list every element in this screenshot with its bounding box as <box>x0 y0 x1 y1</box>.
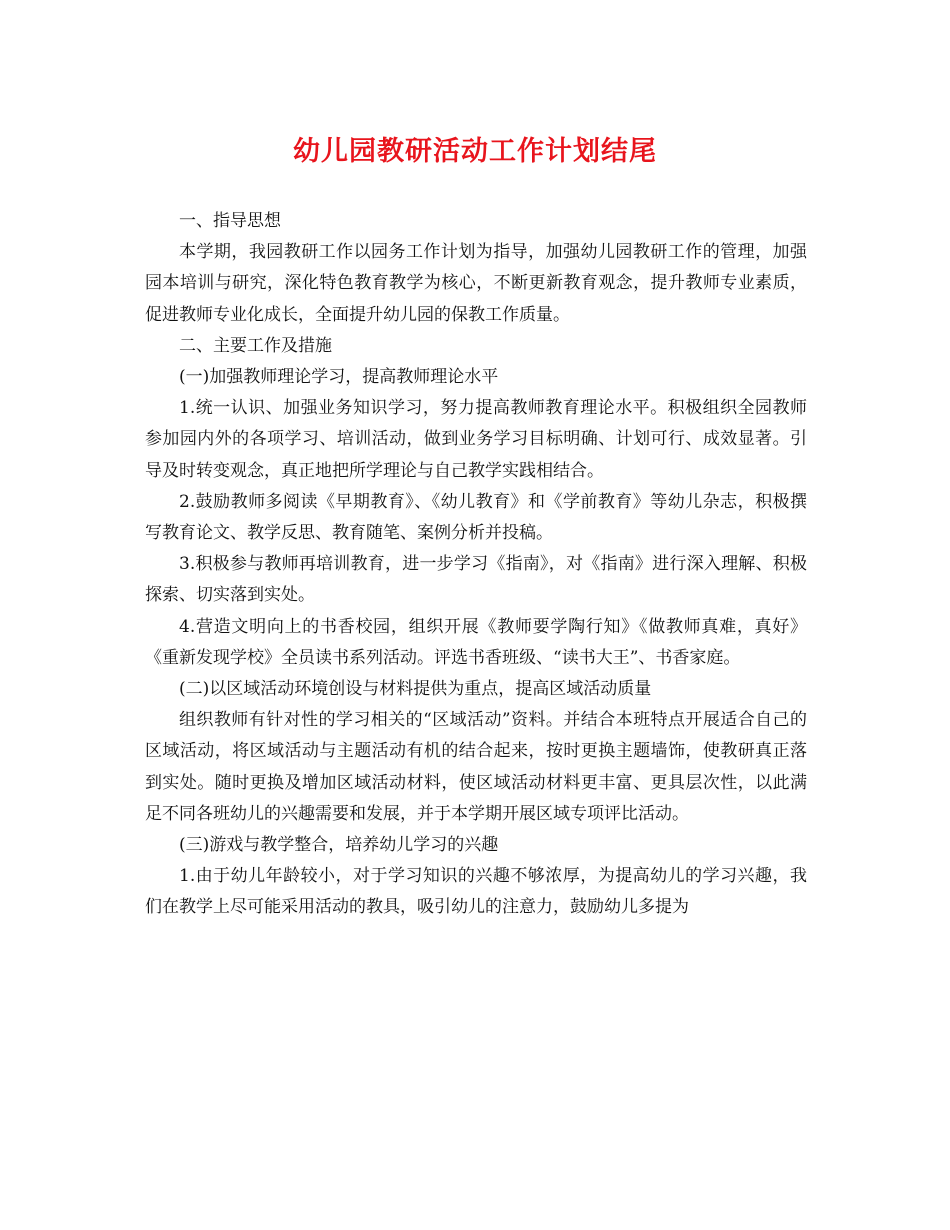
subheading-game-teaching: (三)游戏与教学整合，培养幼儿学习的兴趣 <box>179 835 499 856</box>
document-title: 幼儿园教研活动工作计划结尾 <box>293 136 657 167</box>
paragraph-guiding-ideology: 本学期，我园教研工作以园务工作计划为指导，加强幼儿园教研工作的管理，加强园本培训与研究，深化特色教育教学为核心，不断更新教育观念，提升教师专业素质，促进教师专业化成长，全面提升幼儿园的保教工作质量。 <box>145 242 807 325</box>
paragraph-item-4: 4.营造文明向上的书香校园，组织开展《教师要学陶行知》《做教师真难，真好》《重新发现学校》全员读书系列活动。评选书香班级、“读书大王”、书香家庭。 <box>145 616 807 668</box>
subheading-theory-study: (一)加强教师理论学习，提高教师理论水平 <box>179 367 499 388</box>
heading-main-work: 二、主要工作及措施 <box>179 335 332 356</box>
paragraph-item-2: 2.鼓励教师多阅读《早期教育》、《幼儿教育》和《学前教育》等幼儿杂志，积极撰写教育论文、教学反思、教育随笔、案例分析并投稿。 <box>145 491 807 544</box>
document-body <box>145 206 807 924</box>
heading-guiding-ideology: 一、指导思想 <box>179 211 281 231</box>
subheading-area-activities: (二)以区域活动环境创设与材料提供为重点，提高区域活动质量 <box>179 679 652 700</box>
paragraph-item-3: 3.积极参与教师再培训教育，进一步学习《指南》，对《指南》进行深入理解、积极探索、切实落到实处。 <box>145 554 807 606</box>
paragraph-area-activities: 组织教师有针对性的学习相关的“区域活动”资料。并结合本班特点开展适合自己的区域活动，将区域活动与主题活动有机的结合起来，按时更换主题墙饰，使教研真正落到实处。随时更换及增加区域活动材料，使区域活动材料更丰富、更具层次性，以此满足不同各班幼儿的兴趣需要和发展，并于本学期开展区域专项评比活动。 <box>145 710 807 824</box>
paragraph-item-1: 1.统一认识、加强业务知识学习，努力提高教师教育理论水平。积极组织全园教师参加园内外的各项学习、培训活动，做到业务学习目标明确、计划可行、成效显著。引导及时转变观念，真正地把所学理论与自己教学实践相结合。 <box>145 398 807 481</box>
paragraph-game-item-1: 1.由于幼儿年龄较小，对于学习知识的兴趣不够浓厚，为提高幼儿的学习兴趣，我们在教学上尽可能采用活动的教具，吸引幼儿的注意力，鼓励幼儿多提为 <box>145 866 807 918</box>
